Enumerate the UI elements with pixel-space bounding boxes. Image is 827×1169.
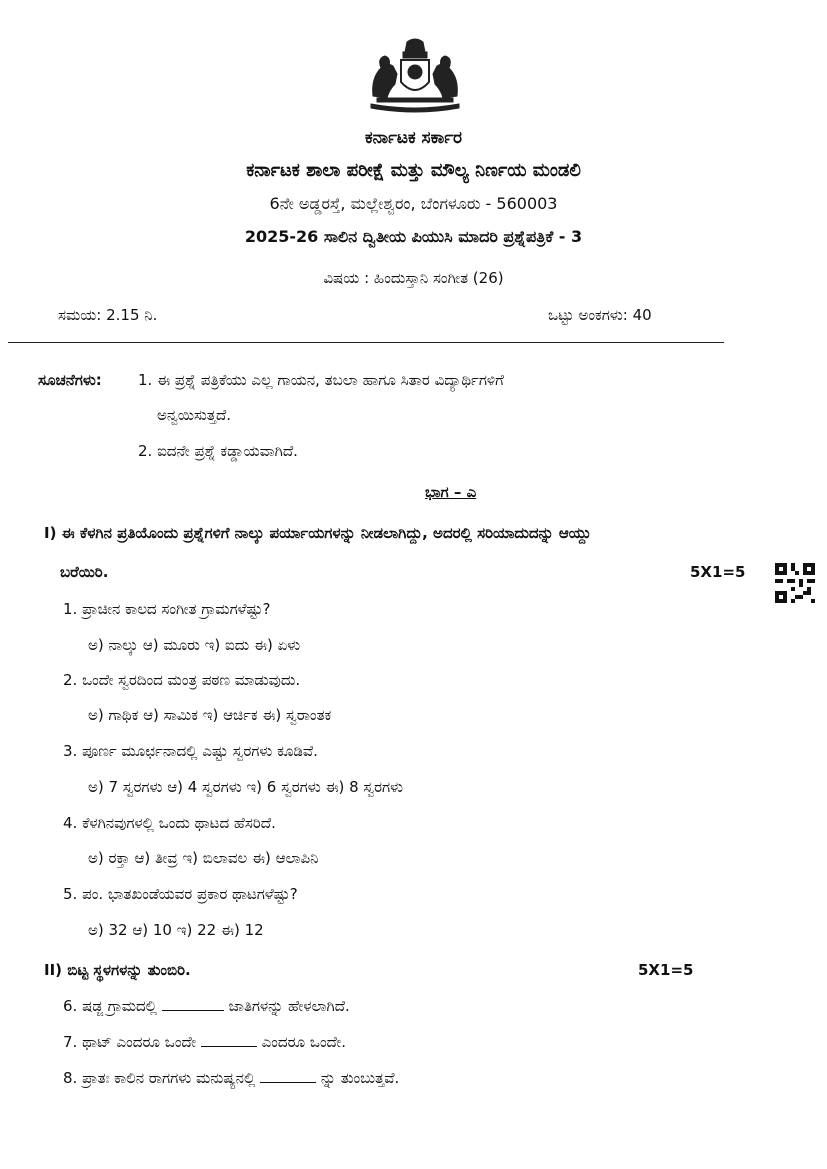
question-text: 3. ಪೂರ್ಣ ಮೂರ್ಛನಾದಲ್ಲಿ ಎಷ್ಟು ಸ್ವರಗಳು ಕೂಡಿವೆ. [63,742,318,760]
instruction-1-line-1: 1. ಈ ಪ್ರಶ್ನೆ ಪತ್ರಿಕೆಯು ಎಲ್ಲ ಗಾಯನ, ತಬಲಾ ಹಾಗೂ ಸಿತಾರ ವಿದ್ಯಾರ್ಥಿಗಳಿಗೆ [138,371,504,389]
board-name: ಕರ್ನಾಟಕ ಶಾಲಾ ಪರೀಕ್ಷೆ ಮತ್ತು ಮೌಲ್ಯ ನಿರ್ಣಯ ಮಂಡಲಿ [246,160,581,181]
question-1-marks: 5X1=5 [690,563,746,581]
question-2-marks: 5X1=5 [638,961,694,979]
subject-line: ವಿಷಯ : ಹಿಂದುಸ್ತಾನಿ ಸಂಗೀತ (26) [323,269,504,287]
question-2-heading: II) ಬಿಟ್ಟ ಸ್ಥಳಗಳನ್ನು ತುಂಬಿರಿ. [44,961,191,979]
question-options: ಅ) 32 ಆ) 10 ಇ) 22 ಈ) 12 [88,921,264,939]
fill-blank-before: 6. ಷಡ್ಜ ಗ್ರಾಮದಲ್ಲಿ [63,997,157,1015]
instruction-2: 2. ಐದನೇ ಪ್ರಶ್ನೆ ಕಡ್ಡಾಯವಾಗಿದೆ. [138,442,298,460]
total-marks: ಒಟ್ಟು ಅಂಕಗಳು: 40 [548,306,652,324]
header-divider [8,342,724,343]
section-title: ಭಾಗ – ಎ [425,483,477,501]
instructions-label: ಸೂಚನೆಗಳು: [38,371,102,389]
question-text: 1. ಪ್ರಾಚೀನ ಕಾಲದ ಸಂಗೀತ ಗ್ರಾಮಗಳೆಷ್ಟು? [63,600,271,618]
question-1-heading-cont: ಬರೆಯಿರಿ. [60,563,109,581]
fill-blank-before: 8. ಪ್ರಾತಃ ಕಾಲಿನ ರಾಗಗಳು ಮನುಷ್ಯನಲ್ಲಿ [63,1069,256,1087]
question-text: 5. ಪಂ. ಭಾತಖಂಡೆಯವರ ಪ್ರಕಾರ ಥಾಟಗಳೆಷ್ಟು? [63,885,298,903]
fill-blank-after: ಜಾತಿಗಳನ್ನು ಹೇಳಲಾಗಿದೆ. [228,997,350,1015]
answer-blank [162,998,224,1011]
paper-title: 2025-26 ಸಾಲಿನ ದ್ವಿತೀಯ ಪಿಯುಸಿ ಮಾದರಿ ಪ್ರಶ್ನೆಪತ್ರಿಕೆ - 3 [244,227,583,246]
question-options: ಅ) ರಕ್ತಾ ಆ) ತೀವ್ರ ಇ) ಬಿಲಾವಲ ಈ) ಆಲಾಪಿನಿ [88,849,319,867]
question-options: ಅ) ನಾಲ್ಕು ಆ) ಮೂರು ಇ) ಐದು ಈ) ಏಳು [88,636,301,654]
question-options: ಅ) ಗಾಥಿಕ ಆ) ಸಾಮಿಕ ಇ) ಆರ್ಚಿಕ ಈ) ಸ್ವರಾಂತಕ [88,706,332,724]
answer-blank [260,1070,316,1083]
fill-blank-after: ನ್ನು ತುಂಬುತ್ತವೆ. [320,1069,400,1087]
qr-code-icon [775,563,815,603]
fill-blank-item [63,1069,399,1087]
fill-blank-before: 7. ಥಾಟ್ ಎಂದರೂ ಒಂದೇ [63,1033,197,1051]
question-text: 2. ಒಂದೇ ಸ್ವರದಿಂದ ಮಂತ್ರ ಪಠಣ ಮಾಡುವುದು. [63,671,301,689]
fill-blank-item [63,1033,346,1051]
question-1-heading: I) ಈ ಕೆಳಗಿನ ಪ್ರತಿಯೊಂದು ಪ್ರಶ್ನೆಗಳಿಗೆ ನಾಲ್ಕು ಪರ್ಯಾಯಗಳನ್ನು ನೀಡಲಾಗಿದ್ದು, ಅದರಲ್ಲಿ ಸರಿಯಾದುದನ್ನು ಆಯ್ದು [44,524,591,542]
karnataka-emblem-icon [367,38,463,114]
government-name: ಕರ್ನಾಟಕ ಸರ್ಕಾರ [364,128,463,148]
instruction-1-line-2: ಅನ್ವಯಿಸುತ್ತದೆ. [157,406,232,424]
question-text: 4. ಕೆಳಗಿನವುಗಳಲ್ಲಿ ಒಂದು ಥಾಟದ ಹೆಸರಿದೆ. [63,814,276,832]
fill-blank-after: ಎಂದರೂ ಒಂದೇ. [261,1033,346,1051]
fill-blank-item [63,997,350,1015]
question-options: ಅ) 7 ಸ್ವರಗಳು ಆ) 4 ಸ್ವರಗಳು ಇ) 6 ಸ್ವರಗಳು ಈ) 8 ಸ್ವರಗಳು [88,778,404,796]
answer-blank [201,1034,257,1047]
board-address: 6ನೇ ಅಡ್ಡರಸ್ತೆ, ಮಲ್ಲೇಶ್ವರಂ, ಬೆಂಗಳೂರು - 560003 [269,194,558,213]
exam-time: ಸಮಯ: 2.15 ನಿ. [58,306,158,324]
